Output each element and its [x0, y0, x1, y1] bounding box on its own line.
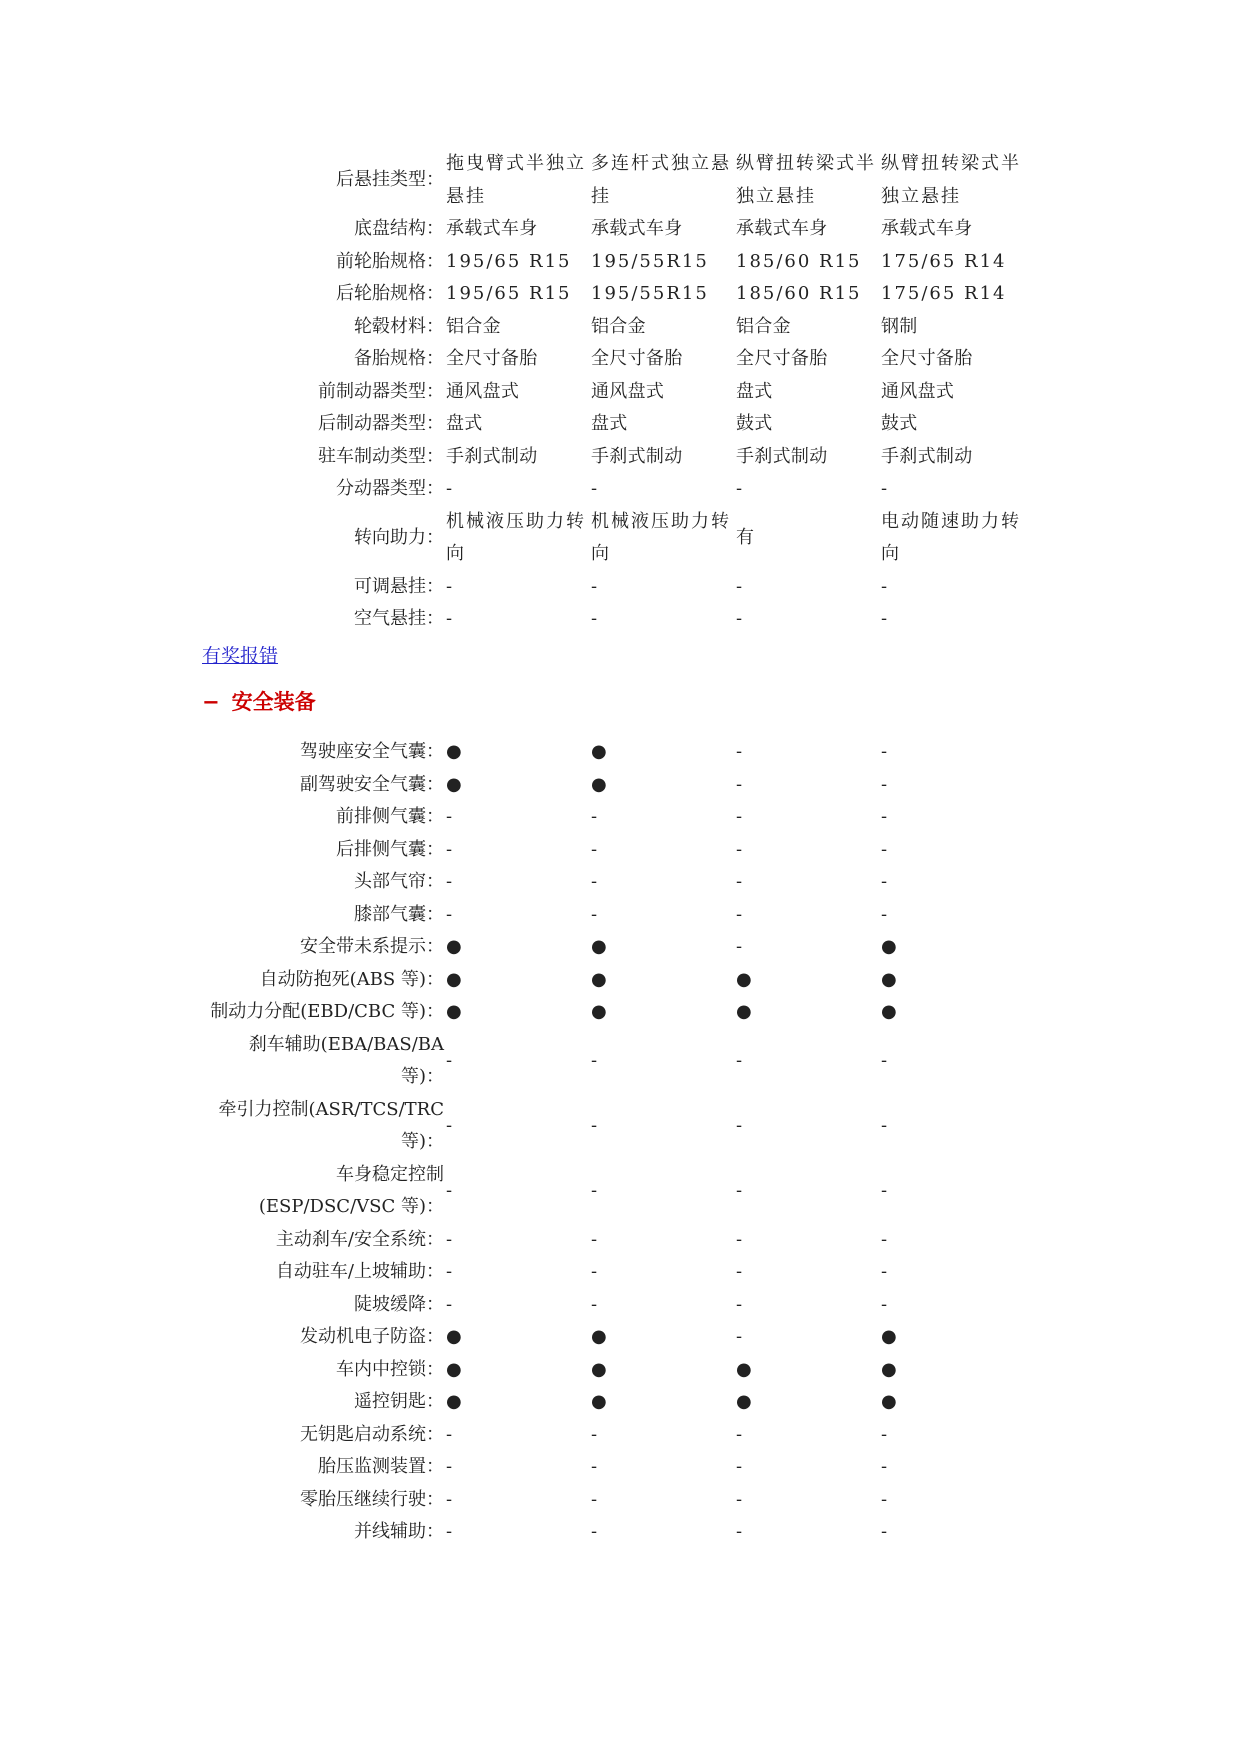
spec-value: 185/60 R15 — [736, 250, 862, 272]
spec-row — [200, 834, 1026, 867]
spec-value: 承载式车身 — [881, 218, 973, 239]
spec-value: - — [736, 478, 743, 499]
spec-value: - — [736, 1423, 743, 1445]
spec-label: 底盘结构： — [354, 218, 444, 239]
spec-label: 副驾驶安全气囊： — [300, 773, 444, 795]
spec-value: - — [736, 1228, 743, 1250]
spec-label: 自动驻车/上坡辅助： — [275, 1261, 444, 1282]
spec-row — [200, 376, 1026, 409]
spec-label: 零胎压继续行驶： — [300, 1488, 444, 1510]
spec-label: 后排侧气囊： — [336, 838, 444, 860]
spec-row — [200, 1354, 1026, 1387]
spec-value: 有 — [736, 526, 755, 548]
spec-value: - — [591, 806, 598, 827]
spec-row — [200, 148, 1026, 213]
spec-label: 安全带未系提示： — [300, 936, 444, 957]
spec-value: - — [591, 575, 598, 597]
spec-value: ● — [446, 1326, 463, 1347]
spec-value: 175/65 R14 — [881, 283, 1007, 304]
spec-value: ● — [591, 1358, 608, 1380]
safety-spec-table — [200, 736, 1026, 1549]
spec-value: - — [446, 575, 453, 597]
spec-value: - — [446, 1179, 453, 1201]
spec-value: 盘式 — [591, 413, 628, 434]
spec-value: - — [446, 1521, 453, 1542]
spec-value: - — [591, 1179, 598, 1201]
spec-value: - — [736, 1456, 743, 1477]
spec-value: - — [881, 1114, 888, 1136]
spec-value: - — [736, 773, 743, 795]
spec-value: - — [736, 1114, 743, 1136]
spec-row — [200, 1484, 1026, 1517]
spec-label: 头部气帘： — [354, 871, 444, 892]
spec-value: 手刹式制动 — [446, 445, 538, 467]
spec-value: 多连杆式独立悬挂 — [591, 153, 731, 207]
spec-value: - — [881, 1456, 888, 1477]
spec-row — [200, 473, 1026, 506]
spec-value: - — [881, 903, 888, 925]
spec-row — [200, 408, 1026, 441]
spec-value: 纵臂扭转梁式半独立悬挂 — [736, 153, 876, 207]
chassis-spec-table — [200, 148, 1026, 636]
spec-value: ● — [881, 968, 898, 990]
spec-value: ● — [881, 1326, 898, 1347]
spec-value: ● — [736, 968, 753, 990]
spec-label: 车内中控锁： — [336, 1358, 444, 1380]
spec-value: 鼓式 — [736, 413, 773, 434]
spec-value: 机械液压助力转向 — [591, 510, 731, 564]
spec-label: 牵引力控制(ASR/TCS/TRC 等)： — [218, 1098, 444, 1152]
spec-value: - — [591, 478, 598, 499]
section-title: 安全装备 — [231, 690, 316, 714]
spec-value: 通风盘式 — [446, 380, 520, 402]
spec-value: - — [446, 1228, 453, 1250]
spec-value: 承载式车身 — [591, 218, 683, 239]
spec-value: ● — [881, 1001, 898, 1022]
spec-label: 前排侧气囊： — [336, 806, 444, 827]
spec-value: - — [591, 903, 598, 925]
spec-value: - — [446, 838, 453, 860]
spec-value: 钢制 — [881, 315, 918, 337]
spec-value: - — [591, 1521, 598, 1542]
spec-value: - — [881, 871, 888, 892]
spec-value: - — [446, 1114, 453, 1136]
spec-value: 195/55R15 — [591, 283, 709, 304]
spec-value: - — [591, 1261, 598, 1282]
spec-row — [200, 603, 1026, 636]
spec-value: - — [881, 806, 888, 827]
spec-value: - — [881, 773, 888, 795]
spec-value: - — [736, 1049, 743, 1071]
spec-row — [200, 1516, 1026, 1549]
spec-value: - — [736, 936, 743, 957]
spec-value: - — [881, 1228, 888, 1250]
spec-row — [200, 343, 1026, 376]
spec-value: - — [736, 1179, 743, 1201]
spec-value: - — [881, 1261, 888, 1282]
spec-label: 前轮胎规格： — [336, 250, 444, 272]
spec-value: - — [446, 871, 453, 892]
safety-section-header[interactable] — [202, 686, 316, 716]
spec-value: - — [881, 608, 888, 629]
spec-value: - — [446, 1049, 453, 1071]
spec-value: - — [881, 478, 888, 499]
spec-value: - — [881, 1293, 888, 1315]
spec-value: ● — [591, 1001, 608, 1022]
spec-value: 175/65 R14 — [881, 250, 1007, 272]
spec-value: - — [591, 608, 598, 629]
spec-value: ● — [736, 1391, 753, 1412]
spec-row — [200, 964, 1026, 997]
spec-value: ● — [446, 1391, 463, 1412]
spec-row — [200, 213, 1026, 246]
spec-value: - — [591, 1456, 598, 1477]
spec-value: - — [591, 1114, 598, 1136]
spec-label: 后轮胎规格： — [336, 283, 444, 304]
spec-value: 全尺寸备胎 — [446, 348, 538, 369]
spec-row — [200, 1451, 1026, 1484]
spec-value: 195/65 R15 — [446, 283, 572, 304]
spec-value: ● — [591, 741, 608, 762]
spec-row — [200, 769, 1026, 802]
spec-value: - — [736, 1261, 743, 1282]
spec-value: 拖曳臂式半独立悬挂 — [446, 153, 586, 207]
spec-label: 后悬挂类型： — [336, 169, 444, 191]
spec-value: - — [736, 575, 743, 597]
spec-value: ● — [446, 773, 463, 795]
spec-value: 承载式车身 — [446, 218, 538, 239]
spec-label: 分动器类型： — [336, 478, 444, 499]
spec-value: - — [736, 1326, 743, 1347]
spec-value: - — [591, 838, 598, 860]
spec-value: 鼓式 — [881, 413, 918, 434]
spec-value: - — [736, 1488, 743, 1510]
spec-value: - — [881, 1179, 888, 1201]
spec-label: 并线辅助： — [354, 1521, 444, 1542]
spec-label: 陡坡缓降： — [354, 1293, 444, 1315]
spec-label: 后制动器类型： — [318, 413, 444, 434]
spec-value: ● — [881, 936, 898, 957]
spec-value: - — [736, 871, 743, 892]
spec-value: - — [881, 1488, 888, 1510]
spec-label: 遥控钥匙： — [354, 1391, 444, 1412]
spec-value: - — [591, 1049, 598, 1071]
spec-value: 全尺寸备胎 — [881, 348, 973, 369]
spec-row — [200, 1029, 1026, 1094]
spec-value: - — [881, 1049, 888, 1071]
spec-row — [200, 278, 1026, 311]
spec-value: ● — [446, 741, 463, 762]
spec-value: 185/60 R15 — [736, 283, 862, 304]
spec-value: - — [881, 575, 888, 597]
spec-value: 手刹式制动 — [591, 445, 683, 467]
spec-row — [200, 1224, 1026, 1257]
spec-value: ● — [591, 1326, 608, 1347]
spec-value: ● — [736, 1358, 753, 1380]
spec-value: 通风盘式 — [591, 380, 665, 402]
spec-value: - — [736, 806, 743, 827]
spec-label: 驻车制动类型： — [318, 445, 444, 467]
spec-value: ● — [881, 1358, 898, 1380]
spec-label: 轮毂材料： — [354, 315, 444, 337]
spec-label: 无钥匙启动系统： — [300, 1423, 444, 1445]
spec-value: ● — [591, 1391, 608, 1412]
spec-value: - — [881, 741, 888, 762]
spec-value: - — [446, 1456, 453, 1477]
spec-label: 制动力分配(EBD/CBC 等)： — [210, 1001, 444, 1022]
spec-label: 转向助力： — [354, 526, 444, 548]
spec-value: ● — [446, 968, 463, 990]
spec-row — [200, 441, 1026, 474]
spec-value: - — [736, 741, 743, 762]
spec-row — [200, 1289, 1026, 1322]
spec-row — [200, 899, 1026, 932]
spec-value: - — [591, 1228, 598, 1250]
spec-value: 承载式车身 — [736, 218, 828, 239]
spec-value: ● — [881, 1391, 898, 1412]
spec-value: - — [736, 838, 743, 860]
spec-value: 手刹式制动 — [881, 445, 973, 467]
spec-row — [200, 1386, 1026, 1419]
spec-value: 盘式 — [446, 413, 483, 434]
collapse-icon[interactable]: − — [202, 690, 220, 714]
spec-value: 纵臂扭转梁式半独立悬挂 — [881, 153, 1021, 207]
spec-value: ● — [446, 1358, 463, 1380]
spec-value: - — [591, 871, 598, 892]
spec-row — [200, 571, 1026, 604]
spec-value: - — [591, 1293, 598, 1315]
spec-value: ● — [736, 1001, 753, 1022]
spec-value: 盘式 — [736, 380, 773, 402]
spec-label: 空气悬挂： — [354, 608, 444, 629]
spec-row — [200, 1419, 1026, 1452]
spec-value: - — [446, 478, 453, 499]
spec-value: - — [736, 608, 743, 629]
spec-label: 胎压监测装置： — [318, 1456, 444, 1477]
spec-row — [200, 996, 1026, 1029]
spec-row — [200, 866, 1026, 899]
spec-value: 195/65 R15 — [446, 250, 572, 272]
spec-value: - — [881, 1423, 888, 1445]
spec-value: - — [881, 838, 888, 860]
spec-label: 主动刹车/安全系统： — [275, 1228, 444, 1250]
spec-value: 通风盘式 — [881, 380, 955, 402]
spec-value: 全尺寸备胎 — [591, 348, 683, 369]
spec-value: - — [591, 1488, 598, 1510]
spec-value: 195/55R15 — [591, 250, 709, 272]
spec-row — [200, 311, 1026, 344]
spec-value: - — [881, 1521, 888, 1542]
spec-row — [200, 1256, 1026, 1289]
spec-value: - — [591, 1423, 598, 1445]
spec-value: 全尺寸备胎 — [736, 348, 828, 369]
spec-label: 发动机电子防盗： — [300, 1326, 444, 1347]
spec-value: - — [736, 1521, 743, 1542]
spec-row — [200, 1321, 1026, 1354]
spec-value: - — [446, 1423, 453, 1445]
spec-row — [200, 246, 1026, 279]
spec-label: 驾驶座安全气囊： — [300, 741, 444, 762]
spec-value: - — [446, 1488, 453, 1510]
spec-value: 铝合金 — [591, 315, 646, 337]
spec-row — [200, 1159, 1026, 1224]
spec-label: 膝部气囊： — [354, 903, 444, 925]
spec-row — [200, 506, 1026, 571]
spec-value: - — [446, 806, 453, 827]
spec-value: 机械液压助力转向 — [446, 510, 586, 564]
spec-value: 电动随速助力转向 — [881, 510, 1021, 564]
spec-value: 铝合金 — [736, 315, 791, 337]
spec-value: - — [736, 1293, 743, 1315]
spec-value: - — [736, 903, 743, 925]
spec-row — [200, 1094, 1026, 1159]
spec-value: ● — [446, 1001, 463, 1022]
spec-row — [200, 931, 1026, 964]
spec-value: ● — [591, 773, 608, 795]
spec-label: 刹车辅助(EBA/BAS/BA 等)： — [248, 1033, 444, 1087]
spec-row — [200, 736, 1026, 769]
spec-value: ● — [446, 936, 463, 957]
spec-label: 自动防抱死(ABS 等)： — [259, 968, 444, 990]
spec-value: - — [446, 1293, 453, 1315]
spec-label: 可调悬挂： — [354, 575, 444, 597]
spec-row — [200, 801, 1026, 834]
spec-value: ● — [591, 936, 608, 957]
spec-label: 备胎规格： — [354, 348, 444, 369]
spec-value: 铝合金 — [446, 315, 501, 337]
spec-value: ● — [591, 968, 608, 990]
spec-value: - — [446, 1261, 453, 1282]
spec-label: 车身稳定控制(ESP/DSC/VSC 等)： — [258, 1163, 444, 1217]
spec-value: 手刹式制动 — [736, 445, 828, 467]
spec-value: - — [446, 903, 453, 925]
spec-value: - — [446, 608, 453, 629]
spec-label: 前制动器类型： — [318, 380, 444, 402]
report-error-link[interactable]: 有奖报错 — [202, 645, 279, 667]
